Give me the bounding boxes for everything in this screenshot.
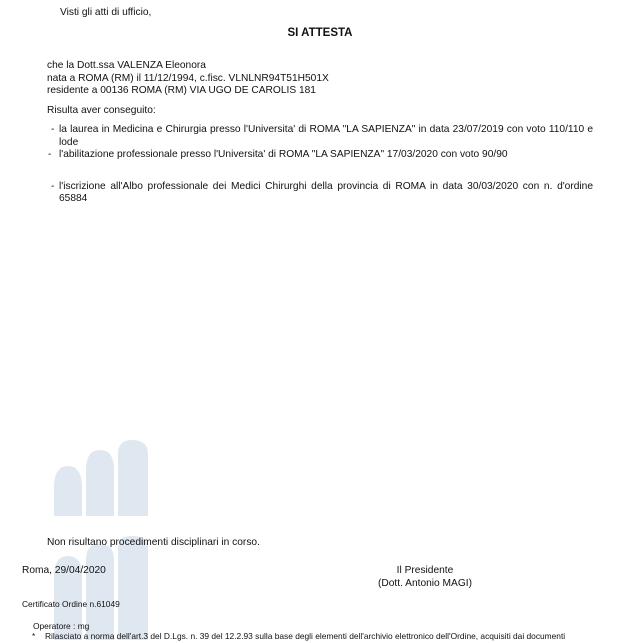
subject-details — [47, 60, 329, 98]
result-heading: Risulta aver conseguito: — [47, 105, 156, 116]
list-item — [47, 149, 593, 162]
achievements-list — [47, 124, 593, 206]
list-item — [47, 124, 593, 149]
subject-name: che la Dott.ssa VALENZA Eleonora — [47, 60, 206, 71]
list-item — [47, 181, 593, 206]
subject-residence: residente a 00136 ROMA (RM) VIA UGO DE CAROLIS 181 — [47, 85, 316, 97]
operator-code: Operatore : mg — [33, 621, 90, 631]
bullet-dash: - — [51, 180, 55, 192]
intro-text: Visti gli atti di ufficio, — [60, 7, 152, 18]
certificate-number: Certificato Ordine n.61049 — [22, 599, 120, 609]
president-title: Il Presidente — [396, 565, 454, 576]
achievement-degree: la laurea in Medicina e Chirurgia presso l'Universita' di ROMA "LA SAPIENZA" in data 23/07/2019 con voto 110/110 e lode — [59, 124, 593, 148]
achievement-registration: l'iscrizione all'Albo professionale dei Medici Chirurghi della provincia di ROMA in data 30/03/2020 con n. d'ordine 65884 — [59, 180, 593, 205]
president-signature-block — [360, 565, 490, 590]
document-heading: SI ATTESTA — [287, 27, 353, 39]
footnote — [33, 630, 565, 643]
place-date: Roma, 29/04/2020 — [22, 565, 106, 576]
subject-birth: nata a ROMA (RM) il 11/12/1994, c.fisc. VLNLNR94T51H501X — [47, 72, 329, 84]
disciplinary-note: Non risultano procedimenti disciplinari in corso. — [47, 537, 260, 548]
footnote-marker: * — [32, 631, 36, 641]
achievement-qualification: l'abilitazione professionale presso l'Universita' di ROMA "LA SAPIENZA" 17/03/2020 con voto 90/90 — [59, 149, 508, 161]
president-name: (Dott. Antonio MAGI) — [378, 577, 472, 589]
bullet-dash: - — [48, 149, 52, 161]
footnote-text: Rilasciato a norma dell'art.3 del D.Lgs. n. 39 del 12.2.93 sulla base degli elementi dell'archivio elettronico dell'Ordine, acquisiti dai documenti — [45, 631, 566, 641]
bullet-dash: - — [51, 124, 55, 135]
